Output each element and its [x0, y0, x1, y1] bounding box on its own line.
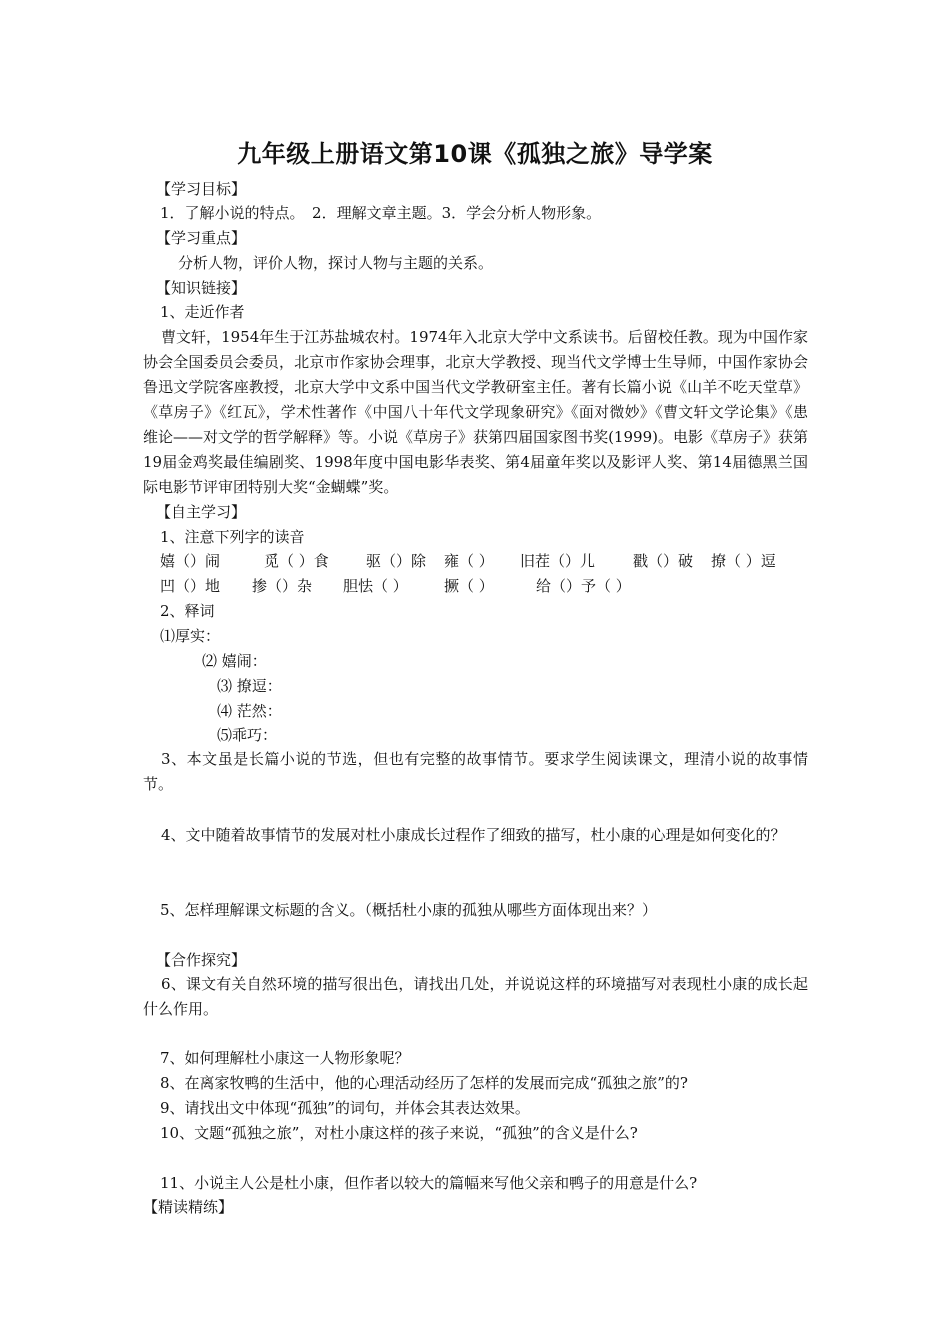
question-11: 11、小说主人公是杜小康，但作者以较大的篇幅来写他父亲和鸭子的用意是什么? [160, 1174, 698, 1192]
pinyin-item: 驱（）除 [366, 552, 427, 570]
focus-text: 分析人物，评价人物，探讨人物与主题的关系。 [178, 254, 494, 272]
pinyin-item: 撅（ ） [444, 577, 494, 595]
pinyin-item: 给（）予（ ） [536, 577, 631, 595]
pinyin-item: 嬉（）闹 [160, 552, 221, 570]
section-heading-self-study: 【自主学习】 [156, 503, 247, 521]
pinyin-item: 雍（ ） [444, 552, 494, 570]
pinyin-item: 戳（）破 [633, 552, 694, 570]
vocab-item: ⑶ 撩逗： [217, 677, 282, 695]
section-heading-knowledge: 【知识链接】 [156, 279, 247, 297]
pinyin-item: 凹（）地 [160, 577, 221, 595]
question-3: 3、本文虽是长篇小说的节选，但也有完整的故事情节。要求学生阅读课文，理清小说的故事情节。 [143, 750, 808, 793]
section-heading-objectives: 【学习目标】 [156, 180, 247, 198]
page-title: 九年级上册语文第10课《孤独之旅》导学案 [237, 140, 713, 168]
vocab-item: ⑵ 嬉闹： [202, 652, 267, 670]
section-heading-focus: 【学习重点】 [156, 229, 247, 247]
objectives-text: 1．了解小说的特点。 2．理解文章主题。3．学会分析人物形象。 [160, 204, 602, 222]
vocab-heading: 2、释词 [160, 602, 215, 620]
question-5: 5、怎样理解课文标题的含义。（概括杜小康的孤独从哪些方面体现出来？） [160, 901, 658, 919]
pinyin-heading: 1、注意下列字的读音 [160, 528, 305, 546]
author-bio: 曹文轩，1954年生于江苏盐城农村。1974年入北京大学中文系读书。后留校任教。现为中国作家协会全国委员会委员，北京市作家协会理事，北京大学教授、现当代文学博士生导师，中国作家协会鲁迅文学院客座教授，北京大学中文系中国当代文学教研室主任。著有长篇小说《山羊不吃天堂草》《草房子》《红瓦》，学术性著作《中国八十年代文学现象研究》《面对微妙》《曹文轩文学论集》《患维论——对文学的哲学解释》等。小说《草房子》获第四届国家图书奖(1999)。电影《草房子》获第19届金鸡奖最佳编剧奖、1998年度中国电影华表奖、第4届童年奖以及影评人奖、第14届德黑兰国际电影节评审团特别大奖“金蝴蝶”奖。 [143, 328, 808, 496]
pinyin-item: 撩（ ）逗 [711, 552, 776, 570]
vocab-item: ⑷ 茫然： [217, 702, 282, 720]
vocab-item: ⑸乖巧： [217, 726, 278, 744]
question-8: 8、在离家牧鸭的生活中，他的心理活动经历了怎样的发展而完成“孤独之旅”的? [160, 1074, 688, 1092]
author-heading: 1、走近作者 [160, 303, 245, 321]
pinyin-row-1 [0, 549, 950, 573]
pinyin-item: 觅（ ）食 [264, 552, 329, 570]
question-9: 9、请找出文中体现“孤独”的词句，并体会其表达效果。 [160, 1099, 530, 1117]
question-6: 6、课文有关自然环境的描写很出色，请找出几处，并说说这样的环境描写对表现杜小康的成长起什么作用。 [143, 975, 808, 1018]
pinyin-item: 胆怯（ ） [343, 577, 408, 595]
question-7: 7、如何理解杜小康这一人物形象呢？ [160, 1049, 410, 1067]
pinyin-row-2 [0, 574, 950, 598]
pinyin-item: 掺（）杂 [252, 577, 313, 595]
section-heading-practice: 【精读精练】 [143, 1198, 234, 1216]
question-10: 10、文题“孤独之旅”，对杜小康这样的孩子来说，“孤独”的含义是什么? [160, 1124, 638, 1142]
vocab-item: ⑴厚实： [160, 627, 221, 645]
pinyin-item: 旧茬（）儿 [520, 552, 596, 570]
question-4: 4、文中随着故事情节的发展对杜小康成长过程作了细致的描写，杜小康的心理是如何变化的？ [161, 826, 786, 844]
section-heading-cooperation: 【合作探究】 [156, 951, 247, 969]
